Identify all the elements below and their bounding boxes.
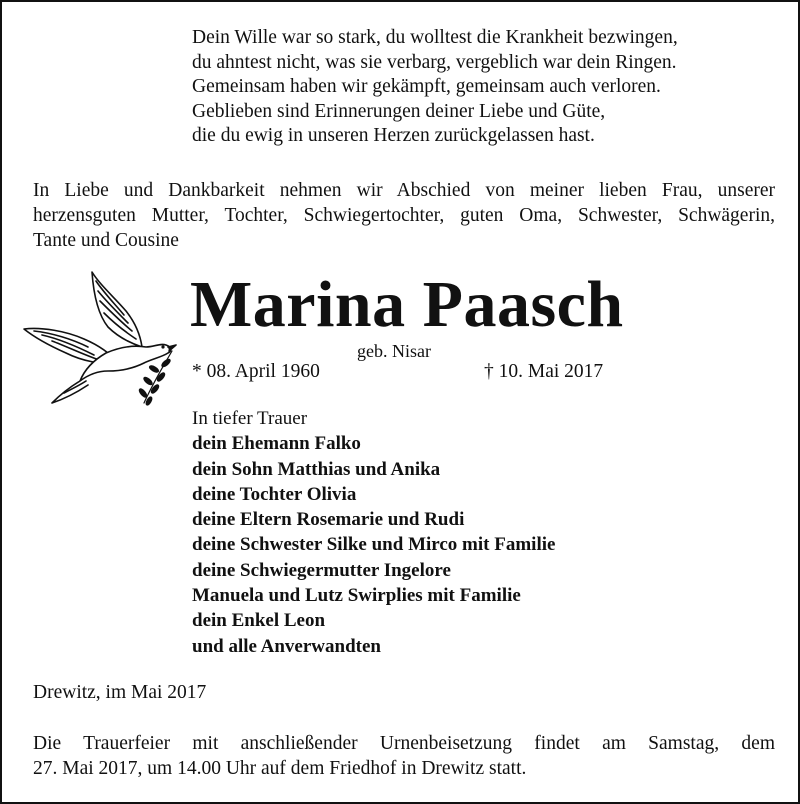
mourner-entry: deine Schwester Silke und Mirco mit Familie bbox=[192, 534, 556, 556]
mourner-entry: deine Schwiegermutter Ingelore bbox=[192, 559, 451, 581]
mourner-entry: und alle Anverwandten bbox=[192, 635, 381, 657]
mourners-heading: In tiefer Trauer bbox=[192, 408, 308, 429]
funeral-details bbox=[33, 731, 775, 781]
funeral-line: Die Trauerfeier mit anschließender Urnenbeisetzung findet am Samstag, dem bbox=[33, 733, 775, 754]
birth-date: * 08. April 1960 bbox=[192, 361, 320, 382]
mourner-entry: dein Ehemann Falko bbox=[192, 433, 361, 455]
mourner-entry: deine Tochter Olivia bbox=[192, 483, 357, 505]
mourner-entry: dein Enkel Leon bbox=[192, 610, 326, 632]
place-and-date: Drewitz, im Mai 2017 bbox=[33, 682, 207, 703]
deceased-name: Marina Paasch bbox=[190, 268, 624, 341]
dove-icon bbox=[22, 267, 182, 412]
intro-line: In Liebe und Dankbarkeit nehmen wir Abschied von meiner lieben Frau, unserer bbox=[33, 180, 775, 201]
farewell-intro bbox=[33, 178, 775, 253]
funeral-line: 27. Mai 2017, um 14.00 Uhr auf dem Friedhof in Drewitz statt. bbox=[33, 758, 527, 779]
birth-name: geb. Nisar bbox=[357, 341, 431, 361]
poem bbox=[192, 26, 678, 149]
poem-line: die du ewig in unseren Herzen zurückgelassen hast. bbox=[192, 125, 595, 146]
mourner-entry: deine Eltern Rosemarie und Rudi bbox=[192, 509, 465, 531]
poem-line: du ahntest nicht, was sie verbarg, vergeblich war dein Ringen. bbox=[192, 51, 677, 73]
poem-line: Dein Wille war so stark, du wolltest die Krankheit bezwingen, bbox=[192, 27, 678, 48]
poem-line: Geblieben sind Erinnerungen deiner Liebe und Güte, bbox=[192, 100, 606, 122]
intro-line: Tante und Cousine bbox=[33, 230, 179, 251]
death-date: † 10. Mai 2017 bbox=[484, 361, 604, 382]
mourners-list bbox=[192, 406, 555, 659]
poem-line: Gemeinsam haben wir gekämpft, gemeinsam auch verloren. bbox=[192, 76, 661, 97]
intro-line: herzensguten Mutter, Tochter, Schwiegertochter, guten Oma, Schwester, Schwägerin, bbox=[33, 205, 775, 226]
mourner-entry: Manuela und Lutz Swirplies mit Familie bbox=[192, 585, 521, 607]
mourner-entry: dein Sohn Matthias und Anika bbox=[192, 458, 441, 480]
